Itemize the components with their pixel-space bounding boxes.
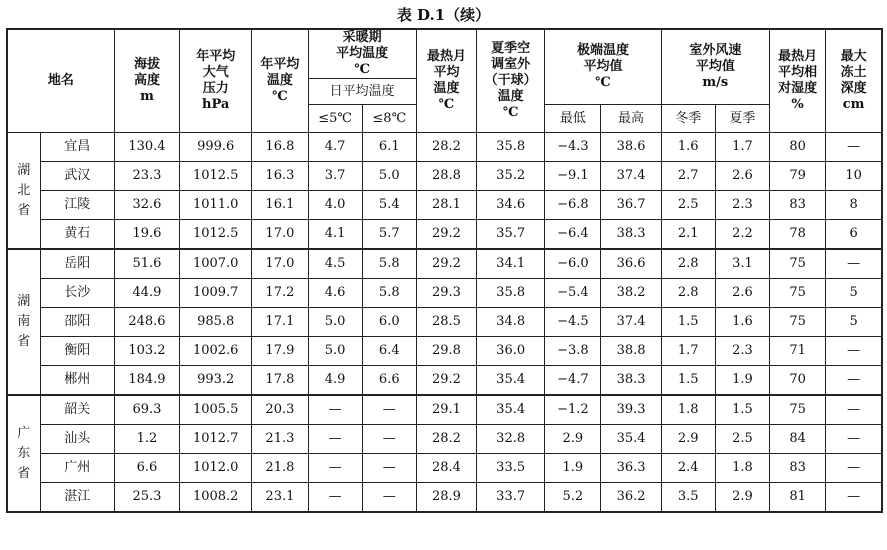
data-cell: 17.9 [252,337,308,366]
header-summer-ac-temp: 夏季空 调室外 （干球） 温度 ℃ [477,29,545,133]
header-frost-depth: 最大 冻土 深度 cm [826,29,882,133]
province-cell: 广 东 省 [7,395,40,512]
data-cell: 29.3 [416,279,476,308]
data-cell: — [362,395,416,425]
header-ext-min: 最低 [545,105,601,133]
data-cell: 5.2 [545,483,601,513]
data-cell: 75 [770,279,826,308]
header-wind-speed: 室外风速 平均值 m/s [661,29,769,105]
data-cell: 84 [770,425,826,454]
data-cell: 1012.5 [180,162,252,191]
province-cell: 湖 南 省 [7,249,40,395]
data-cell: — [362,425,416,454]
data-cell: 33.5 [477,454,545,483]
data-cell: 38.8 [601,337,661,366]
climate-data-table [6,28,883,513]
data-cell: −1.2 [545,395,601,425]
data-cell: 5.8 [362,279,416,308]
data-cell: −4.5 [545,308,601,337]
data-cell: 2.5 [661,191,715,220]
data-cell: 6.1 [362,133,416,162]
table-row [7,220,882,250]
data-cell: — [826,483,882,513]
data-cell: 28.4 [416,454,476,483]
data-cell: 5.0 [308,337,362,366]
city-name-cell: 长沙 [40,279,114,308]
data-cell: 4.7 [308,133,362,162]
data-cell: −4.3 [545,133,601,162]
table-row [7,249,882,279]
data-cell: 81 [770,483,826,513]
city-name-cell: 岳阳 [40,249,114,279]
data-cell: −6.0 [545,249,601,279]
table-row [7,337,882,366]
data-cell: 80 [770,133,826,162]
data-cell: 2.6 [715,279,769,308]
data-cell: 44.9 [114,279,179,308]
city-name-cell: 汕头 [40,425,114,454]
data-cell: 4.6 [308,279,362,308]
data-cell: 1002.6 [180,337,252,366]
data-cell: 29.8 [416,337,476,366]
data-cell: 1012.7 [180,425,252,454]
city-name-cell: 宜昌 [40,133,114,162]
data-cell: 34.1 [477,249,545,279]
data-cell: 5.8 [362,249,416,279]
data-cell: 75 [770,249,826,279]
data-cell: — [362,454,416,483]
data-cell: 28.8 [416,162,476,191]
data-cell: 36.0 [477,337,545,366]
data-cell: 23.3 [114,162,179,191]
data-cell: 70 [770,366,826,396]
data-cell: 36.7 [601,191,661,220]
data-cell: 10 [826,162,882,191]
table-row [7,133,882,162]
data-cell: 1.7 [715,133,769,162]
data-cell: 21.3 [252,425,308,454]
data-cell: 2.4 [661,454,715,483]
data-cell: 8 [826,191,882,220]
data-cell: 75 [770,308,826,337]
table-row [7,483,882,513]
data-cell: 36.2 [601,483,661,513]
header-annual-temp: 年平均 温度 ℃ [252,29,308,133]
data-cell: 17.0 [252,220,308,250]
province-cell: 湖 北 省 [7,133,40,250]
data-cell: 5 [826,308,882,337]
data-cell: 16.1 [252,191,308,220]
data-cell: 5 [826,279,882,308]
data-cell: 35.4 [477,366,545,396]
table-body [7,133,882,513]
data-cell: — [826,337,882,366]
data-cell: −5.4 [545,279,601,308]
data-cell: — [826,366,882,396]
data-cell: 16.8 [252,133,308,162]
data-cell: 35.2 [477,162,545,191]
data-cell: 34.6 [477,191,545,220]
data-cell: 1.6 [715,308,769,337]
data-cell: 29.2 [416,366,476,396]
data-cell: 2.6 [715,162,769,191]
data-cell: 1009.7 [180,279,252,308]
table-row [7,162,882,191]
data-cell: 2.5 [715,425,769,454]
data-cell: — [308,483,362,513]
data-cell: 29.2 [416,220,476,250]
data-cell: 83 [770,191,826,220]
data-cell: 25.3 [114,483,179,513]
data-cell: — [826,395,882,425]
data-cell: 5.7 [362,220,416,250]
table-row [7,454,882,483]
data-cell: 1.6 [661,133,715,162]
data-cell: 1.5 [715,395,769,425]
data-cell: 20.3 [252,395,308,425]
city-name-cell: 江陵 [40,191,114,220]
data-cell: 130.4 [114,133,179,162]
data-cell: 35.4 [477,395,545,425]
data-cell: 1.7 [661,337,715,366]
data-cell: 6.0 [362,308,416,337]
data-cell: 1.8 [661,395,715,425]
data-cell: 35.8 [477,279,545,308]
data-cell: 35.4 [601,425,661,454]
data-cell: 1.9 [545,454,601,483]
data-cell: 6 [826,220,882,250]
data-cell: 2.9 [661,425,715,454]
data-cell: 69.3 [114,395,179,425]
data-cell: −4.7 [545,366,601,396]
city-name-cell: 湛江 [40,483,114,513]
data-cell: 71 [770,337,826,366]
table-caption: 表 D.1（续） [396,6,491,24]
data-cell: −3.8 [545,337,601,366]
data-cell: 38.3 [601,366,661,396]
data-cell: −6.8 [545,191,601,220]
data-cell: 21.8 [252,454,308,483]
data-cell: 1005.5 [180,395,252,425]
header-altitude: 海拔 高度 m [114,29,179,133]
data-cell: 2.3 [715,337,769,366]
header-le5: ≤5℃ [308,105,362,133]
city-name-cell: 韶关 [40,395,114,425]
table-row [7,279,882,308]
data-cell: 35.8 [477,133,545,162]
data-cell: 6.4 [362,337,416,366]
data-cell: −9.1 [545,162,601,191]
data-cell: 35.7 [477,220,545,250]
data-cell: 19.6 [114,220,179,250]
data-cell: 38.6 [601,133,661,162]
header-ext-max: 最高 [601,105,661,133]
data-cell: — [308,454,362,483]
data-cell: 993.2 [180,366,252,396]
header-wind-winter: 冬季 [661,105,715,133]
data-cell: 5.4 [362,191,416,220]
data-cell: 1.8 [715,454,769,483]
data-cell: 34.8 [477,308,545,337]
table-row [7,425,882,454]
header-pressure: 年平均 大气 压力 hPa [180,29,252,133]
data-cell: 17.1 [252,308,308,337]
data-cell: 37.4 [601,308,661,337]
data-cell: 16.3 [252,162,308,191]
data-cell: — [826,249,882,279]
data-cell: 17.8 [252,366,308,396]
data-cell: 3.5 [661,483,715,513]
data-cell: 78 [770,220,826,250]
data-cell: 1.5 [661,366,715,396]
data-cell: 28.5 [416,308,476,337]
data-cell: 28.9 [416,483,476,513]
data-cell: 248.6 [114,308,179,337]
data-cell: 3.1 [715,249,769,279]
data-cell: 75 [770,395,826,425]
data-cell: 5.0 [362,162,416,191]
header-humidity: 最热月 平均相 对湿度 % [770,29,826,133]
data-cell: 2.9 [545,425,601,454]
city-name-cell: 衡阳 [40,337,114,366]
city-name-cell: 广州 [40,454,114,483]
city-name-cell: 黄石 [40,220,114,250]
data-cell: 29.1 [416,395,476,425]
data-cell: — [826,133,882,162]
header-heating-period: 采暖期 平均温度 ℃ [308,29,416,79]
data-cell: 6.6 [362,366,416,396]
data-cell: 1008.2 [180,483,252,513]
data-cell: 32.8 [477,425,545,454]
header-place: 地名 [7,29,114,133]
data-cell: — [362,483,416,513]
data-cell: 28.2 [416,133,476,162]
data-cell: 1.9 [715,366,769,396]
city-name-cell: 武汉 [40,162,114,191]
data-cell: 23.1 [252,483,308,513]
data-cell: 2.8 [661,249,715,279]
data-cell: 29.2 [416,249,476,279]
data-cell: 36.3 [601,454,661,483]
table-row [7,308,882,337]
data-cell: 36.6 [601,249,661,279]
data-cell: 83 [770,454,826,483]
data-cell: 17.0 [252,249,308,279]
data-cell: 4.5 [308,249,362,279]
table-header [7,29,882,133]
header-wind-summer: 夏季 [715,105,769,133]
data-cell: 32.6 [114,191,179,220]
data-cell: 17.2 [252,279,308,308]
data-cell: — [826,425,882,454]
data-cell: 38.3 [601,220,661,250]
data-cell: 1012.0 [180,454,252,483]
header-daily-avg-temp: 日平均温度 [308,79,416,105]
data-cell: 28.1 [416,191,476,220]
data-cell: 4.9 [308,366,362,396]
data-cell: 4.1 [308,220,362,250]
data-cell: — [826,454,882,483]
data-cell: 2.1 [661,220,715,250]
data-cell: 3.7 [308,162,362,191]
data-cell: 985.8 [180,308,252,337]
data-cell: — [308,425,362,454]
data-cell: 51.6 [114,249,179,279]
data-cell: 2.9 [715,483,769,513]
data-cell: −6.4 [545,220,601,250]
data-cell: 1007.0 [180,249,252,279]
table-row [7,366,882,396]
data-cell: — [308,395,362,425]
data-cell: 103.2 [114,337,179,366]
data-cell: 2.8 [661,279,715,308]
header-le8: ≤8℃ [362,105,416,133]
data-cell: 6.6 [114,454,179,483]
data-cell: 28.2 [416,425,476,454]
data-cell: 1.2 [114,425,179,454]
data-cell: 1.5 [661,308,715,337]
header-hottest-month-temp: 最热月 平均 温度 ℃ [416,29,476,133]
data-cell: 5.0 [308,308,362,337]
header-extreme-temp: 极端温度 平均值 ℃ [545,29,661,105]
data-cell: 79 [770,162,826,191]
data-cell: 1011.0 [180,191,252,220]
data-cell: 37.4 [601,162,661,191]
city-name-cell: 郴州 [40,366,114,396]
city-name-cell: 邵阳 [40,308,114,337]
data-cell: 39.3 [601,395,661,425]
data-cell: 2.2 [715,220,769,250]
data-cell: 999.6 [180,133,252,162]
data-cell: 33.7 [477,483,545,513]
data-cell: 4.0 [308,191,362,220]
data-cell: 2.7 [661,162,715,191]
table-row [7,191,882,220]
data-cell: 2.3 [715,191,769,220]
table-row [7,395,882,425]
data-cell: 38.2 [601,279,661,308]
data-cell: 184.9 [114,366,179,396]
data-cell: 1012.5 [180,220,252,250]
